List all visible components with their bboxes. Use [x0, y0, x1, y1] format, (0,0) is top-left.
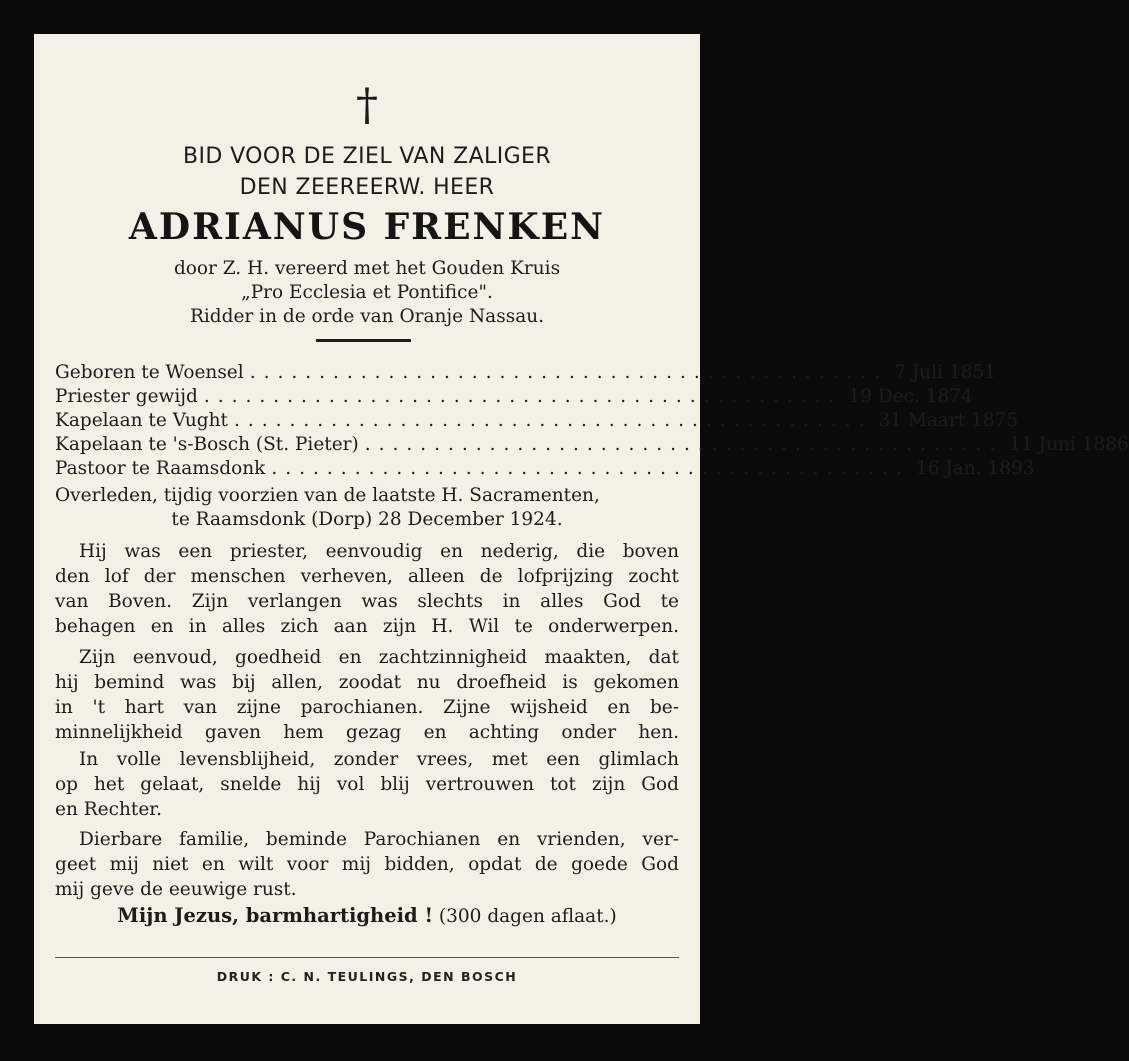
event-label: Pastoor te Raamsdonk: [55, 458, 266, 479]
paragraph-line: Dierbare familie, beminde Parochianen en vrienden, ver-: [79, 829, 679, 850]
event-label: Kapelaan te Vught: [55, 410, 228, 431]
event-date: 11 Juni 1886: [1009, 434, 1129, 455]
life-event-row: Priester gewijd .............................................. 19 Dec. 1874: [55, 386, 973, 407]
printer-credit: DRUK : C. N. TEULINGS, DEN BOSCH: [216, 969, 518, 984]
event-label: Priester gewijd: [55, 386, 198, 407]
paragraph-line: den lof der menschen verheven, alleen de lofprijzing zocht: [55, 566, 679, 587]
paragraph-line: behagen en in alles zich aan zijn H. Wil te onderwerpen.: [55, 616, 679, 637]
paragraph-2: [55, 645, 679, 745]
paragraph-4: [55, 827, 679, 902]
death-line-2: te Raamsdonk (Dorp) 28 December 1924.: [171, 509, 563, 530]
footer-divider: [55, 957, 679, 958]
event-date: 19 Dec. 1874: [848, 386, 973, 407]
paragraph-line: mij geve de eeuwige rust.: [55, 879, 297, 900]
paragraph-line: minnelijkheid gaven hem gezag en achting onder hen.: [55, 722, 679, 743]
life-event-row: Kapelaan te Vught .............................................. 31 Maart 1875: [55, 410, 1019, 431]
paragraph-line: van Boven. Zijn verlangen was slechts in alles God te: [55, 591, 679, 612]
event-date: 16 Jan. 1893: [915, 458, 1035, 479]
honor-line-2: „Pro Ecclesia et Pontifice".: [241, 282, 493, 303]
paragraph-line: en Rechter.: [55, 799, 162, 820]
honor-line-3: Ridder in de orde van Oranje Nassau.: [189, 306, 545, 327]
indulgence-note: (300 dagen aflaat.): [438, 906, 617, 927]
paragraph-line: hij bemind was bij allen, zoodat nu droefheid is gekomen: [55, 672, 679, 693]
life-event-row: Pastoor te Raamsdonk .............................................. 16 Jan. 1893: [55, 458, 1035, 479]
memorial-card: [34, 34, 1129, 1024]
death-line-1: Overleden, tijdig voorzien van de laatste H. Sacramenten,: [55, 485, 600, 506]
divider: [316, 339, 411, 342]
deceased-name: ADRIANUS FRENKEN: [128, 206, 606, 248]
paragraph-line: Hij was een priester, eenvoudig en nederig, die boven: [79, 541, 679, 562]
heading-line-1: BID VOOR DE ZIEL VAN ZALIGER: [182, 144, 552, 169]
event-date: 31 Maart 1875: [878, 410, 1019, 431]
event-date: 7 Juli 1851: [894, 362, 996, 383]
paragraph-1: [55, 539, 679, 639]
prayer-text: Mijn Jezus, barmhartigheid !: [117, 904, 434, 927]
paragraph-3: [55, 747, 679, 822]
death-notice: [55, 484, 679, 532]
event-label: Kapelaan te 's-Bosch (St. Pieter): [55, 434, 359, 455]
life-events: [55, 362, 1129, 482]
life-event-row: Kapelaan te 's-Bosch (St. Pieter) .............................................. 11 Juni 1886: [55, 434, 1129, 455]
cross-icon: †: [356, 80, 378, 131]
paragraph-line: op het gelaat, snelde hij vol blij vertrouwen tot zijn God: [55, 774, 679, 795]
paragraph-line: geet mij niet en wilt voor mij bidden, opdat de goede God: [55, 854, 679, 875]
closing-prayer: [34, 904, 700, 927]
event-label: Geboren te Woensel: [55, 362, 244, 383]
paragraph-line: in 't hart van zijne parochianen. Zijne wijsheid en be-: [55, 697, 679, 718]
honor-line-1: door Z. H. vereerd met het Gouden Kruis: [173, 258, 561, 279]
paragraph-line: Zijn eenvoud, goedheid en zachtzinnigheid maakten, dat: [79, 647, 679, 668]
heading-line-2: DEN ZEEREERW. HEER: [239, 175, 495, 200]
paragraph-line: In volle levensblijheid, zonder vrees, met een glimlach: [79, 749, 679, 770]
life-event-row: Geboren te Woensel .............................................. 7 Juli 1851: [55, 362, 996, 383]
